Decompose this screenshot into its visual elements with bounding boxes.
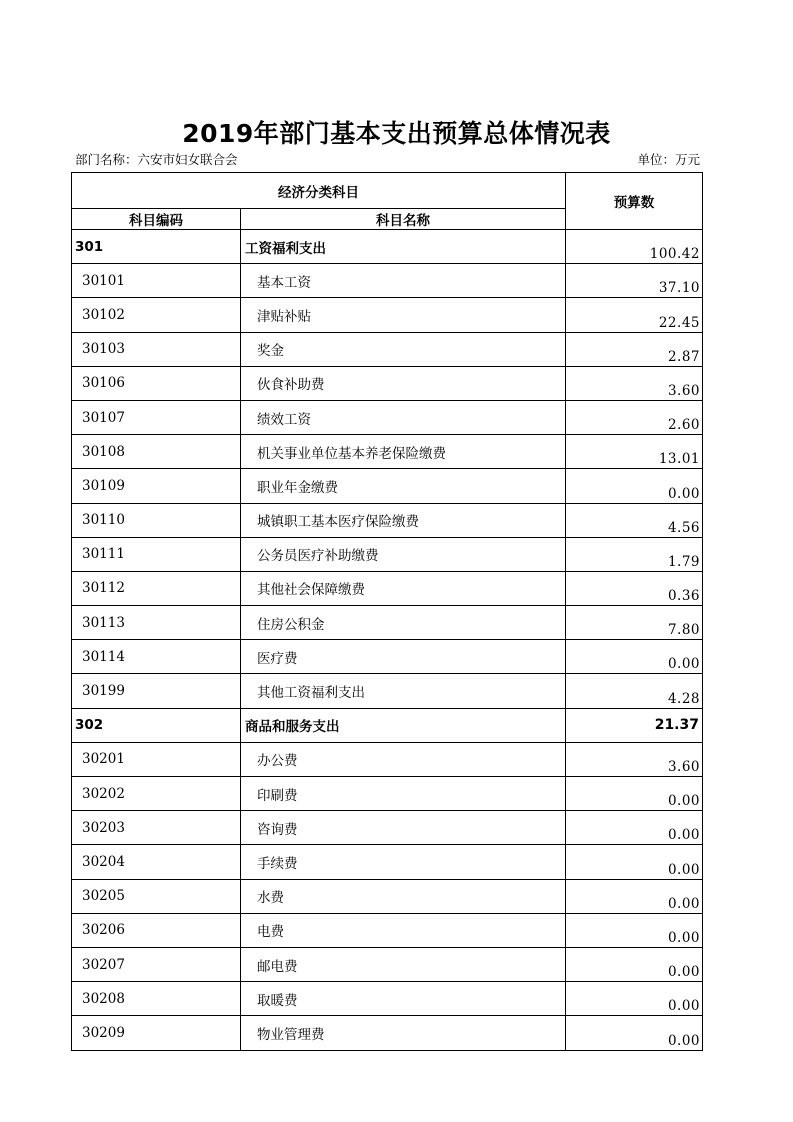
row-amount: 0.00 xyxy=(566,640,703,674)
row-name: 基本工资 xyxy=(241,264,566,298)
table-row xyxy=(72,674,703,708)
row-name: 印刷费 xyxy=(241,777,566,811)
row-amount: 1.79 xyxy=(566,537,703,571)
row-name: 水费 xyxy=(241,879,566,913)
row-name: 津贴补贴 xyxy=(241,298,566,332)
row-name: 伙食补助费 xyxy=(241,366,566,400)
row-amount: 0.00 xyxy=(566,1016,703,1050)
table-row xyxy=(72,913,703,947)
row-amount: 7.80 xyxy=(566,606,703,640)
row-amount: 4.56 xyxy=(566,503,703,537)
row-code: 30199 xyxy=(72,674,241,708)
row-amount: 0.00 xyxy=(566,879,703,913)
table-row xyxy=(72,947,703,981)
table-row xyxy=(72,811,703,845)
table-row xyxy=(72,1016,703,1050)
table-row xyxy=(72,537,703,571)
row-amount: 0.36 xyxy=(566,571,703,605)
row-code: 30113 xyxy=(72,606,241,640)
table-row xyxy=(72,503,703,537)
table-row xyxy=(72,606,703,640)
row-amount: 100.42 xyxy=(566,230,703,264)
row-name: 其他工资福利支出 xyxy=(241,674,566,708)
row-name: 其他社会保障缴费 xyxy=(241,571,566,605)
table-row xyxy=(72,845,703,879)
row-amount: 0.00 xyxy=(566,982,703,1016)
table-header-row xyxy=(72,173,703,209)
row-code: 30108 xyxy=(72,435,241,469)
unit-label: 单位：万元 xyxy=(637,152,700,167)
row-amount: 0.00 xyxy=(566,811,703,845)
row-name: 城镇职工基本医疗保险缴费 xyxy=(241,503,566,537)
table-row xyxy=(72,571,703,605)
row-amount: 4.28 xyxy=(566,674,703,708)
table-row xyxy=(72,742,703,776)
row-code: 30109 xyxy=(72,469,241,503)
row-name: 电费 xyxy=(241,913,566,947)
table-row xyxy=(72,982,703,1016)
row-code: 30209 xyxy=(72,1016,241,1050)
budget-table xyxy=(71,172,703,1051)
department-name: 部门名称：六安市妇女联合会 xyxy=(75,152,238,167)
table-row xyxy=(72,366,703,400)
row-amount: 0.00 xyxy=(566,913,703,947)
row-amount: 3.60 xyxy=(566,742,703,776)
header-code: 科目编码 xyxy=(72,209,241,230)
row-amount: 37.10 xyxy=(566,264,703,298)
row-code: 30201 xyxy=(72,742,241,776)
row-amount: 0.00 xyxy=(566,947,703,981)
table-row xyxy=(72,640,703,674)
row-name: 公务员医疗补助缴费 xyxy=(241,537,566,571)
row-code: 302 xyxy=(72,708,241,742)
row-code: 30111 xyxy=(72,537,241,571)
row-code: 30102 xyxy=(72,298,241,332)
header-budget: 预算数 xyxy=(566,173,703,230)
row-amount: 0.00 xyxy=(566,777,703,811)
table-body xyxy=(72,230,703,1051)
row-code: 30103 xyxy=(72,332,241,366)
table-row xyxy=(72,435,703,469)
row-code: 30207 xyxy=(72,947,241,981)
table-row xyxy=(72,264,703,298)
row-code: 30114 xyxy=(72,640,241,674)
header-name: 科目名称 xyxy=(241,209,566,230)
category-row xyxy=(72,230,703,264)
row-name: 物业管理费 xyxy=(241,1016,566,1050)
row-amount: 3.60 xyxy=(566,366,703,400)
category-row xyxy=(72,708,703,742)
table-row xyxy=(72,469,703,503)
row-name: 商品和服务支出 xyxy=(241,708,566,742)
row-code: 30208 xyxy=(72,982,241,1016)
table-row xyxy=(72,777,703,811)
row-name: 工资福利支出 xyxy=(241,230,566,264)
page-title: 2019年部门基本支出预算总体情况表 xyxy=(182,119,611,148)
row-name: 咨询费 xyxy=(241,811,566,845)
row-code: 30110 xyxy=(72,503,241,537)
row-name: 奖金 xyxy=(241,332,566,366)
row-code: 30206 xyxy=(72,913,241,947)
row-amount: 13.01 xyxy=(566,435,703,469)
row-amount: 0.00 xyxy=(566,469,703,503)
row-name: 职业年金缴费 xyxy=(241,469,566,503)
row-name: 办公费 xyxy=(241,742,566,776)
row-name: 邮电费 xyxy=(241,947,566,981)
table-row xyxy=(72,400,703,434)
row-amount: 2.60 xyxy=(566,400,703,434)
row-code: 30101 xyxy=(72,264,241,298)
row-code: 30204 xyxy=(72,845,241,879)
row-code: 301 xyxy=(72,230,241,264)
row-code: 30106 xyxy=(72,366,241,400)
table-row xyxy=(72,879,703,913)
row-name: 医疗费 xyxy=(241,640,566,674)
table-row xyxy=(72,298,703,332)
row-amount: 21.37 xyxy=(566,708,703,742)
row-name: 手续费 xyxy=(241,845,566,879)
row-name: 取暖费 xyxy=(241,982,566,1016)
row-name: 机关事业单位基本养老保险缴费 xyxy=(241,435,566,469)
row-amount: 22.45 xyxy=(566,298,703,332)
header-economic-class: 经济分类科目 xyxy=(72,173,566,209)
row-code: 30205 xyxy=(72,879,241,913)
row-code: 30203 xyxy=(72,811,241,845)
row-name: 绩效工资 xyxy=(241,400,566,434)
row-amount: 0.00 xyxy=(566,845,703,879)
row-code: 30112 xyxy=(72,571,241,605)
table-row xyxy=(72,332,703,366)
row-amount: 2.87 xyxy=(566,332,703,366)
row-name: 住房公积金 xyxy=(241,606,566,640)
row-code: 30202 xyxy=(72,777,241,811)
row-code: 30107 xyxy=(72,400,241,434)
